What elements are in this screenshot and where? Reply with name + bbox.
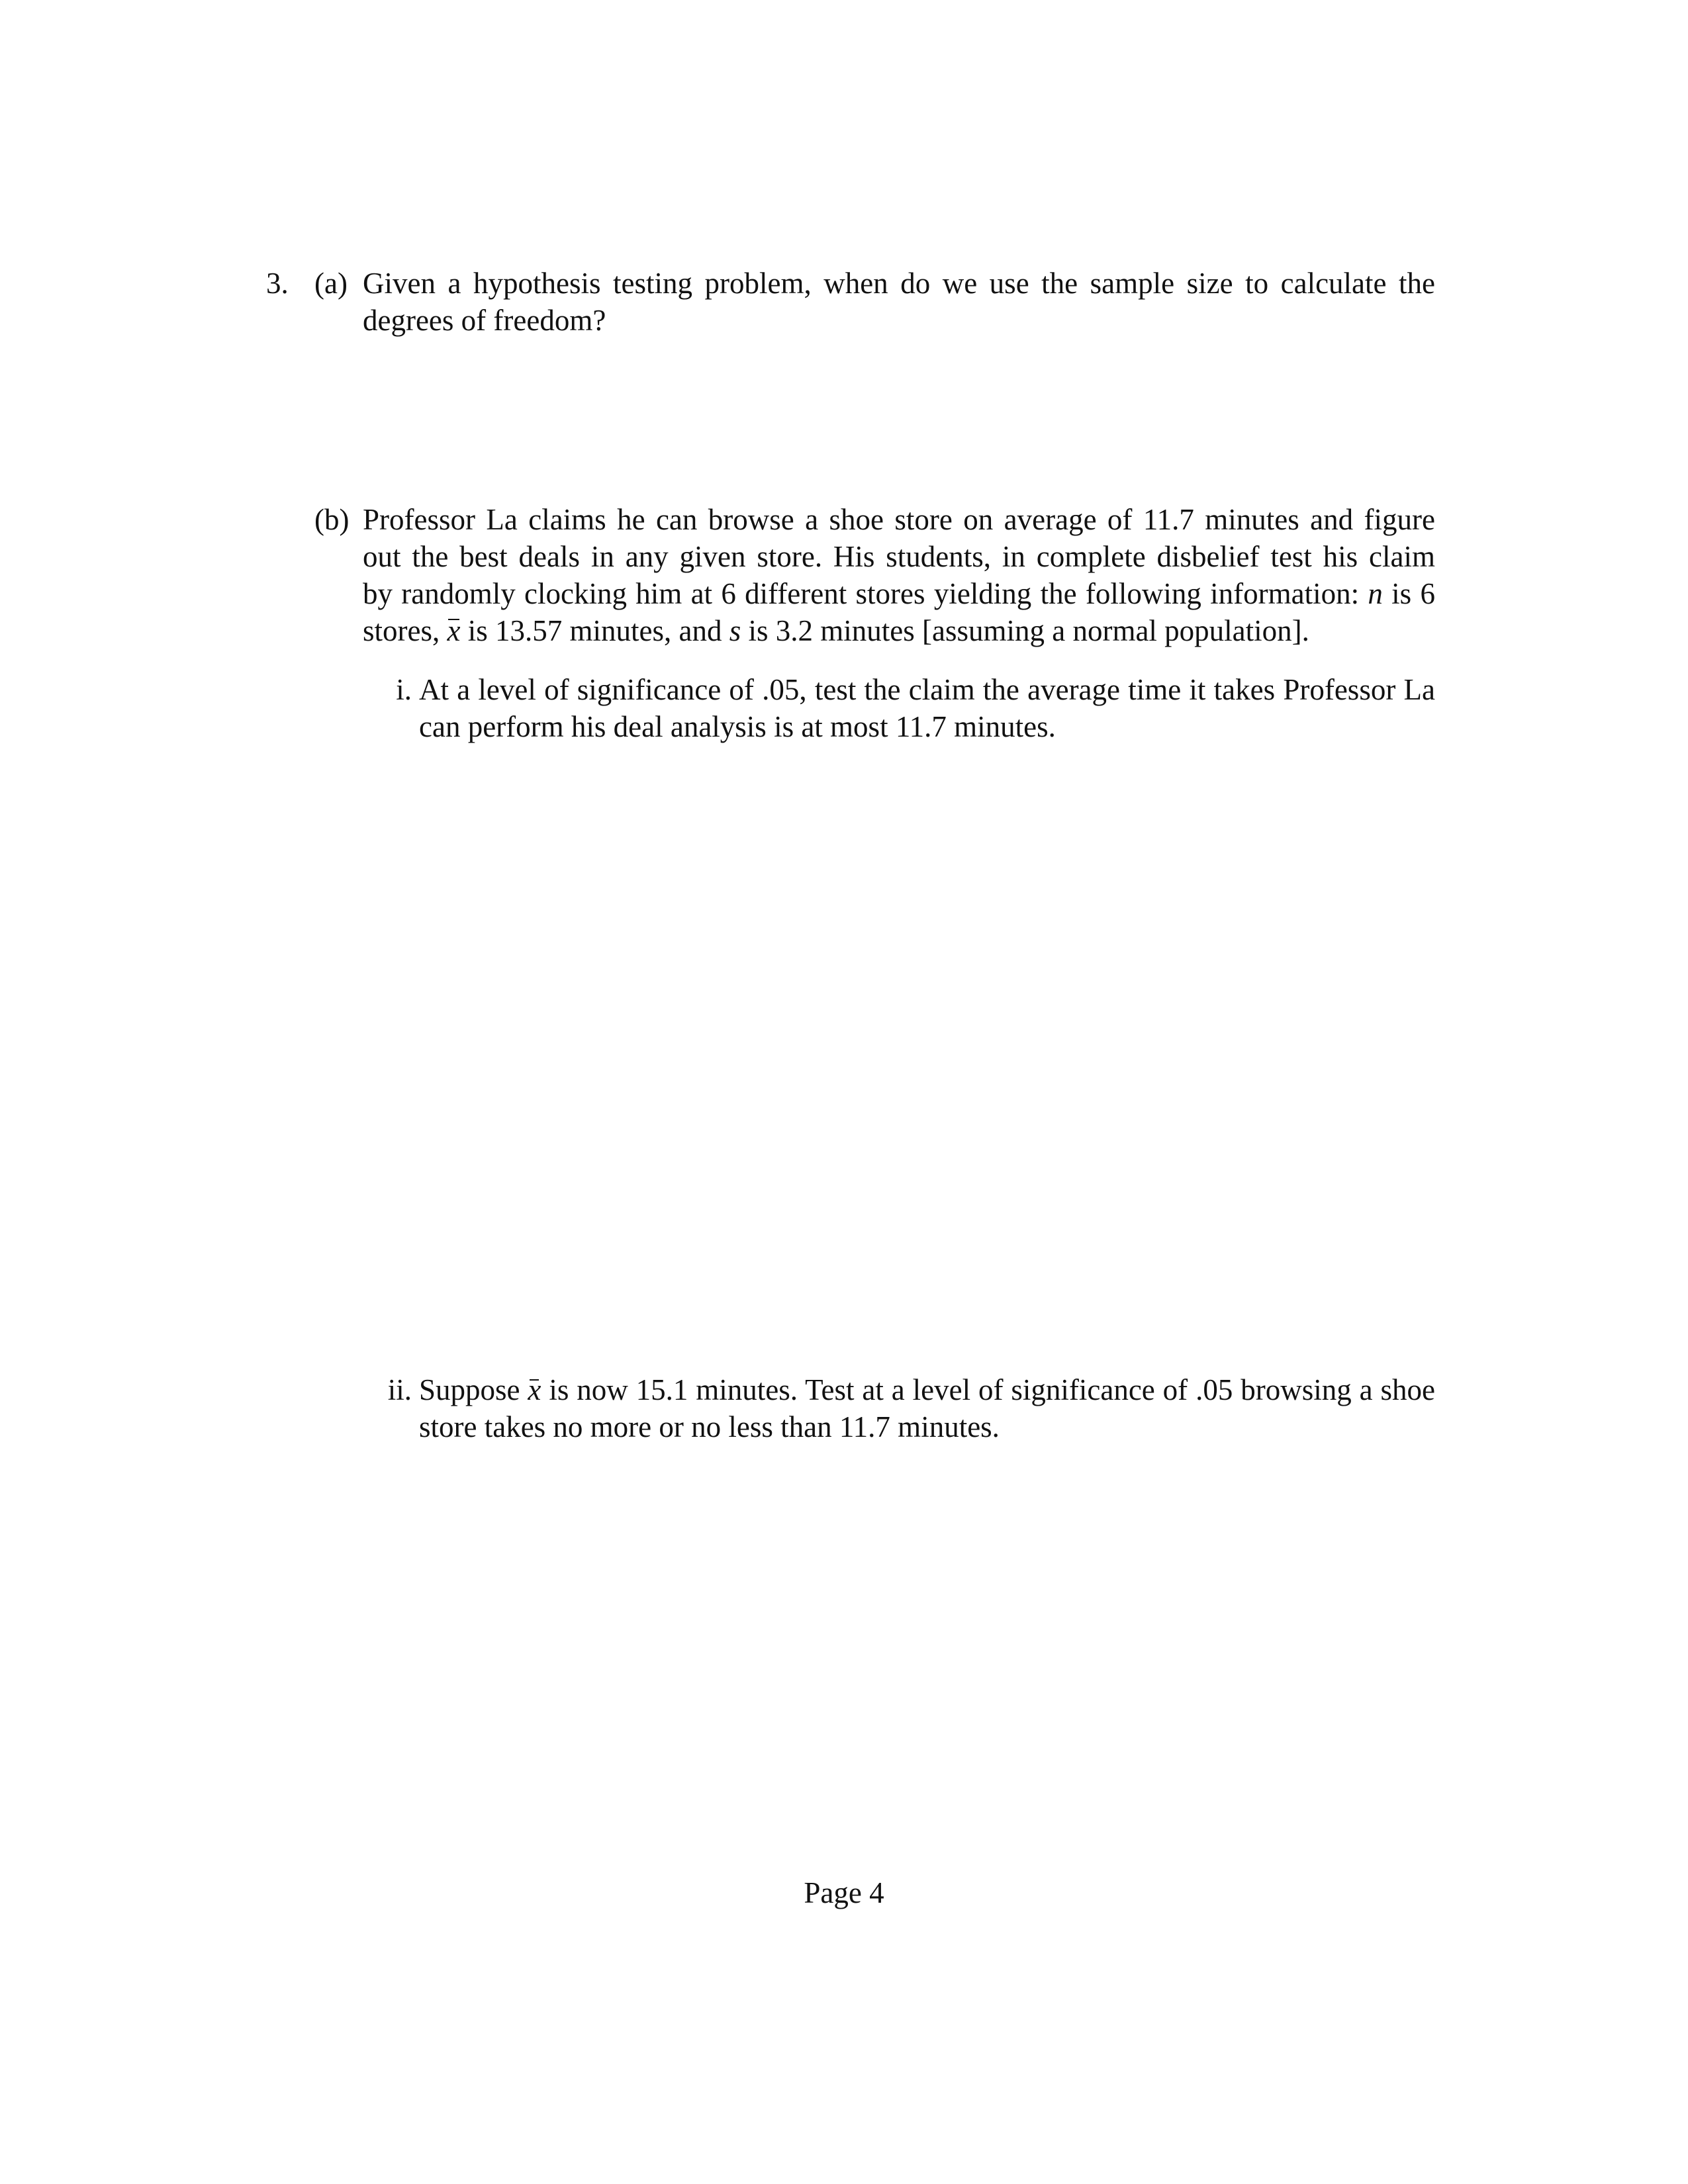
sub-ii-label: ii. xyxy=(387,1373,412,1406)
part-a-text xyxy=(363,265,1435,339)
sample-mean-symbol: x xyxy=(447,612,461,649)
sub-i-line-1: At a level of significance of .05, test the claim the average time it takes Professor La xyxy=(419,673,1435,706)
part-b-line-2: out the best deals in any given store. His students, in complete disbelief test his claim xyxy=(363,540,1435,573)
sub-i-text xyxy=(419,671,1435,745)
part-a-line-1: Given a hypothesis testing problem, when do we use the sample size to calculate the xyxy=(363,267,1435,300)
part-a-label: (a) xyxy=(314,267,348,300)
new-sample-mean-symbol: x xyxy=(528,1371,541,1408)
part-b-text xyxy=(363,501,1435,649)
part-b-line-4-mid: is 13.57 minutes, and xyxy=(460,614,729,647)
part-b-line-3-text: by randomly clocking him at 6 different stores yielding the following information: xyxy=(363,577,1368,610)
sub-ii-line-1-text: Suppose xyxy=(419,1373,528,1406)
part-b-line-4-text: stores, xyxy=(363,614,447,647)
std-dev-symbol: s xyxy=(729,614,741,647)
sub-ii-line-1 xyxy=(419,1371,1435,1408)
part-b-line-4 xyxy=(363,612,1435,649)
part-b-line-1: Professor La claims he can browse a shoe store on average of 11.7 minutes and figure xyxy=(363,503,1435,536)
sub-ii-text xyxy=(419,1371,1435,1445)
sub-i-line-2: can perform his deal analysis is at most 11.7 minutes. xyxy=(419,710,1056,743)
page-number: Page 4 xyxy=(804,1876,884,1909)
question-number: 3. xyxy=(266,267,289,300)
sub-i-label: i. xyxy=(396,673,412,706)
sub-ii-line-2: store takes no more or no less than 11.7 minutes. xyxy=(419,1410,1000,1443)
part-b-line-3 xyxy=(363,575,1435,612)
part-a-line-2: degrees of freedom? xyxy=(363,304,606,337)
part-b-line-4-tail: is 3.2 minutes [assuming a normal population]. xyxy=(741,614,1309,647)
part-b-line-3-tail: is 6 xyxy=(1382,577,1435,610)
part-b-label: (b) xyxy=(314,503,350,536)
sub-ii-line-1-tail: is now 15.1 minutes. Test at a level of significance of .05 browsing a shoe xyxy=(541,1373,1435,1406)
sample-size-symbol: n xyxy=(1368,577,1383,610)
